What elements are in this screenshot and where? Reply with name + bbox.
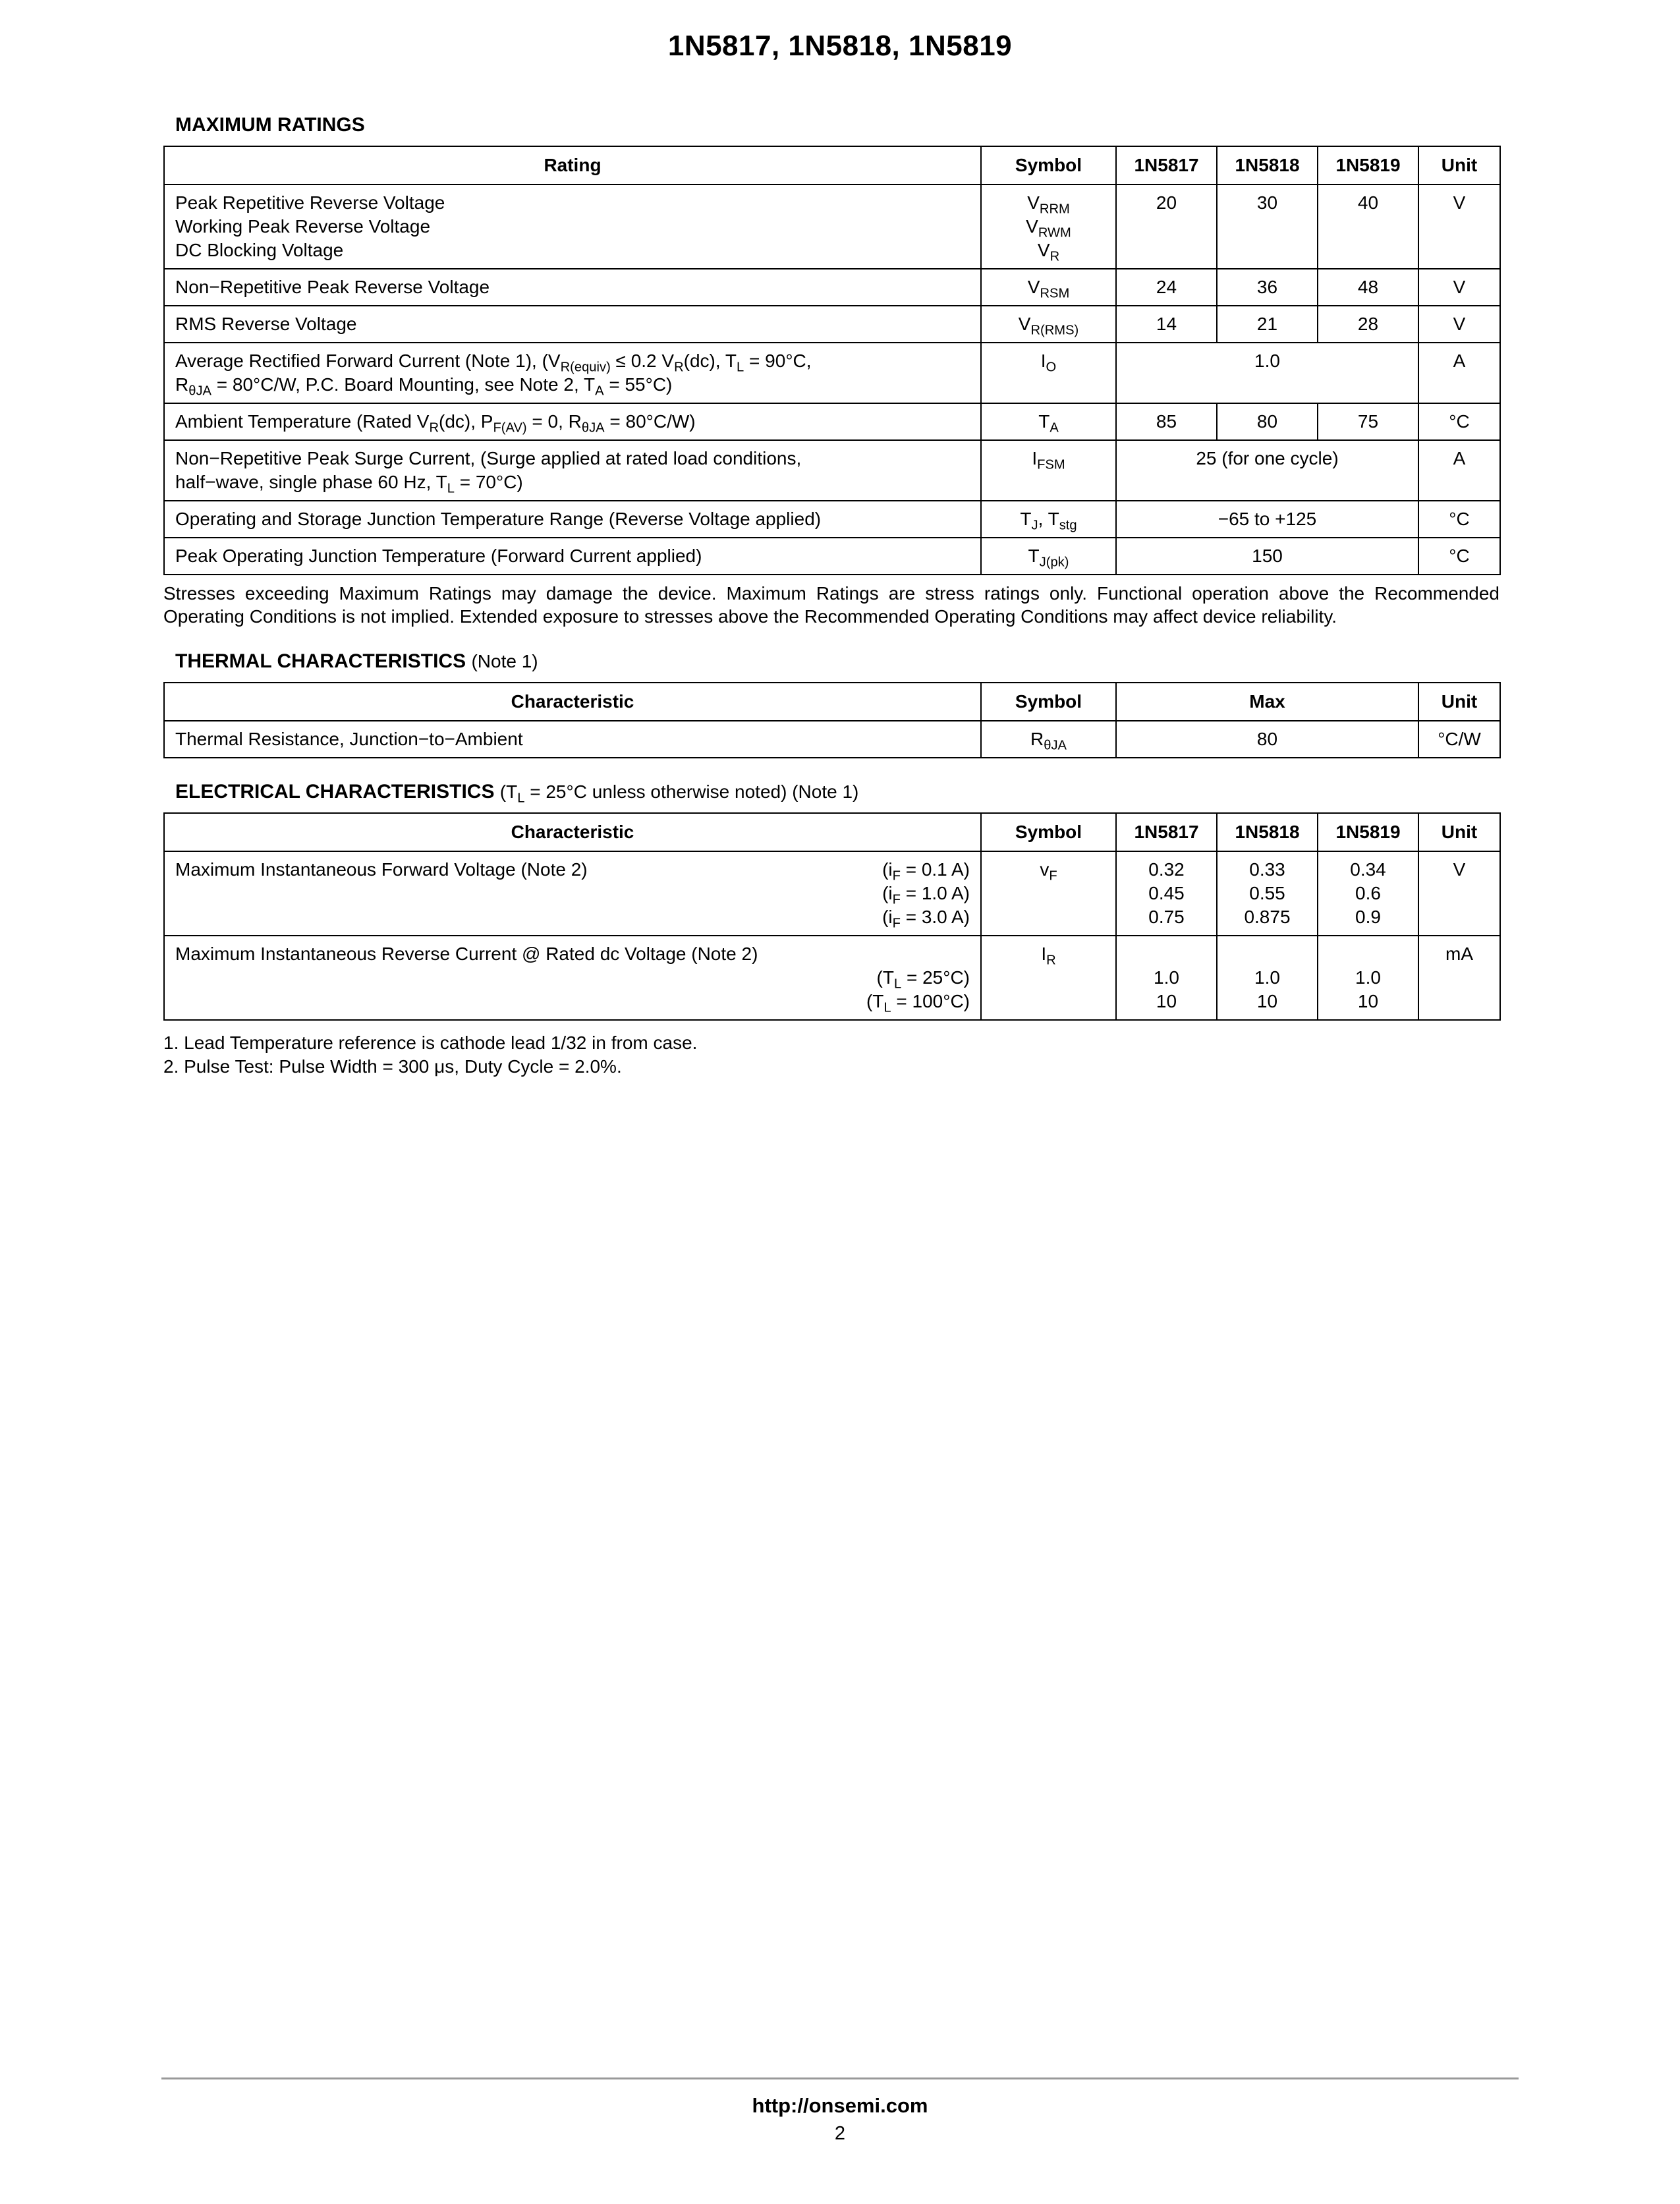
- column-header-characteristic: Characteristic: [164, 813, 981, 851]
- value-cell-span: 25 (for one cycle): [1116, 440, 1418, 501]
- column-header-1n5818: 1N5818: [1217, 146, 1318, 184]
- characteristic-text: Maximum Instantaneous Reverse Current @ Rated dc Voltage (Note 2): [175, 944, 758, 964]
- unit-cell: A: [1418, 343, 1500, 403]
- column-header-1n5819: 1N5819: [1318, 146, 1418, 184]
- page-content: [163, 114, 1499, 1079]
- section-heading-thermal: [175, 650, 1499, 673]
- section-heading-electrical: [175, 781, 1499, 806]
- section-heading-maximum-ratings: MAXIMUM RATINGS: [175, 114, 365, 136]
- symbol-cell: $T_A$: [981, 403, 1116, 440]
- column-header-max: Max: [1116, 683, 1418, 721]
- value-cell-1n5819: 0.34 0.6 0.9: [1318, 851, 1418, 936]
- unit-cell: °C: [1418, 501, 1500, 538]
- electrical-heading-note: ($T_L = 25^\circ C$ unless otherwise noted) (Note 1): [499, 781, 859, 806]
- page-footer: [161, 2077, 1519, 2145]
- rating-cell: Non−Repetitive Peak Surge Current, (Surge applied at rated load conditions, half−wave, single phase 60 Hz, $T_L = 70^\circ C$): [164, 440, 981, 501]
- value-cell-1n5818: 30: [1217, 184, 1318, 269]
- symbol-cell: $I_O$: [981, 343, 1116, 403]
- characteristic-cell: Thermal Resistance, Junction−to−Ambient: [164, 721, 981, 758]
- unit-cell: °C: [1418, 403, 1500, 440]
- table-row: [164, 343, 1500, 403]
- column-header-unit: Unit: [1418, 146, 1500, 184]
- value-cell-1n5817: 1.0 10: [1116, 936, 1217, 1020]
- unit-cell: V: [1418, 269, 1500, 306]
- value-cell-1n5818: 36: [1217, 269, 1318, 306]
- value-cell-1n5819: 1.0 10: [1318, 936, 1418, 1020]
- value-cell-span: 1.0: [1116, 343, 1418, 403]
- table-row: [164, 851, 1500, 936]
- electrical-heading-text: ELECTRICAL CHARACTERISTICS: [175, 781, 495, 803]
- value-cell-1n5817: 24: [1116, 269, 1217, 306]
- rating-cell: Non−Repetitive Peak Reverse Voltage: [164, 269, 981, 306]
- table-row: [164, 306, 1500, 343]
- column-header-1n5817: 1N5817: [1116, 146, 1217, 184]
- test-conditions: ($i_F = 0.1$ A) ($i_F = 1.0$ A) ($i_F = 3.0$ A): [882, 859, 970, 931]
- unit-cell: °C: [1418, 538, 1500, 575]
- rating-cell: Operating and Storage Junction Temperature Range (Reverse Voltage applied): [164, 501, 981, 538]
- value-cell-1n5819: 40: [1318, 184, 1418, 269]
- characteristic-cell: [164, 936, 981, 1020]
- table-row: [164, 184, 1500, 269]
- rating-cell: Peak Repetitive Reverse Voltage Working Peak Reverse Voltage DC Blocking Voltage: [164, 184, 981, 269]
- symbol-cell: $I_{FSM}$: [981, 440, 1116, 501]
- table-row: [164, 501, 1500, 538]
- max-ratings-table: [163, 146, 1501, 575]
- symbol-cell: $V_{RRM}$ $V_{RWM}$ $V_R$: [981, 184, 1116, 269]
- stress-note: Stresses exceeding Maximum Ratings may damage the device. Maximum Ratings are stress ratings only. Functional operation above the Recommended Operating Conditions is not implied. Extended exposure to stresses above the Recommended Operating Conditions may affect device reliability.: [163, 583, 1499, 627]
- value-cell-1n5817: 14: [1116, 306, 1217, 343]
- table-row: [164, 936, 1500, 1020]
- characteristic-text: Maximum Instantaneous Forward Voltage (Note 2): [175, 859, 588, 880]
- thermal-header-row: [164, 683, 1500, 721]
- page-title: 1N5817, 1N5818, 1N5819: [667, 30, 1013, 62]
- unit-cell: mA: [1418, 936, 1500, 1020]
- column-header-unit: Unit: [1418, 813, 1500, 851]
- column-header-rating: Rating: [164, 146, 981, 184]
- rating-cell: Ambient Temperature (Rated $V_R(dc)$, $P_{F(AV)} = 0$, $R_{\theta JA} = 80^\circ C/W$): [164, 403, 981, 440]
- thermal-heading-note: (Note 1): [471, 651, 538, 671]
- thermal-table: [163, 682, 1501, 758]
- column-header-unit: Unit: [1418, 683, 1500, 721]
- column-header-1n5817: 1N5817: [1116, 813, 1217, 851]
- value-cell-1n5818: 80: [1217, 403, 1318, 440]
- table-row: [164, 440, 1500, 501]
- value-cell-1n5819: 75: [1318, 403, 1418, 440]
- max-ratings-header-row: [164, 146, 1500, 184]
- unit-cell: V: [1418, 851, 1500, 936]
- symbol-cell: $v_F$: [981, 851, 1116, 936]
- column-header-symbol: Symbol: [981, 813, 1116, 851]
- table-row: [164, 721, 1500, 758]
- value-cell-1n5817: 85: [1116, 403, 1217, 440]
- symbol-cell: $T_J$, $T_{stg}$: [981, 501, 1116, 538]
- value-cell-1n5819: 48: [1318, 269, 1418, 306]
- footnote-2: 2. Pulse Test: Pulse Width = 300 μs, Duty Cycle = 2.0%.: [163, 1056, 622, 1077]
- symbol-cell: $V_{R(RMS)}$: [981, 306, 1116, 343]
- table-row: [164, 403, 1500, 440]
- footnote-1: 1. Lead Temperature reference is cathode lead 1/32 in from case.: [163, 1032, 698, 1053]
- unit-cell: °C/W: [1418, 721, 1500, 758]
- rating-cell: Average Rectified Forward Current (Note 1), ($V_{R(equiv)} \le 0.2$ $V_R(dc)$, $T_L = 90^\circ C$, $R_{\theta JA} = 80^\circ C/W$, P.C. Board Mounting, see Note 2, $T_A = 55^\circ C$): [164, 343, 981, 403]
- rating-cell: Peak Operating Junction Temperature (Forward Current applied): [164, 538, 981, 575]
- footer-url-link[interactable]: http://onsemi.com: [752, 2094, 928, 2117]
- value-cell-1n5817: 20: [1116, 184, 1217, 269]
- table-row: [164, 269, 1500, 306]
- unit-cell: V: [1418, 306, 1500, 343]
- value-cell-span: 150: [1116, 538, 1418, 575]
- unit-cell: V: [1418, 184, 1500, 269]
- column-header-symbol: Symbol: [981, 146, 1116, 184]
- symbol-cell: $V_{RSM}$: [981, 269, 1116, 306]
- table-row: [164, 538, 1500, 575]
- electrical-header-row: [164, 813, 1500, 851]
- value-cell-span: −65 to +125: [1116, 501, 1418, 538]
- footnotes: [163, 1031, 1499, 1079]
- max-cell: 80: [1116, 721, 1418, 758]
- value-cell-1n5818: 21: [1217, 306, 1318, 343]
- value-cell-1n5818: 0.33 0.55 0.875: [1217, 851, 1318, 936]
- test-conditions: $(T_L = 25^\circ C)$ $(T_L = 100^\circ C)$: [866, 967, 970, 1015]
- page-number: 2: [834, 2123, 846, 2144]
- column-header-1n5819: 1N5819: [1318, 813, 1418, 851]
- characteristic-cell: [164, 851, 981, 936]
- electrical-table: [163, 812, 1501, 1021]
- symbol-cell: $R_{\theta JA}$: [981, 721, 1116, 758]
- symbol-cell: $I_R$: [981, 936, 1116, 1020]
- rating-cell: RMS Reverse Voltage: [164, 306, 981, 343]
- footer-divider: [161, 2077, 1519, 2079]
- column-header-characteristic: Characteristic: [164, 683, 981, 721]
- column-header-symbol: Symbol: [981, 683, 1116, 721]
- unit-cell: A: [1418, 440, 1500, 501]
- value-cell-1n5817: 0.32 0.45 0.75: [1116, 851, 1217, 936]
- symbol-cell: $T_{J(pk)}$: [981, 538, 1116, 575]
- value-cell-1n5819: 28: [1318, 306, 1418, 343]
- thermal-heading-text: THERMAL CHARACTERISTICS: [175, 650, 466, 672]
- column-header-1n5818: 1N5818: [1217, 813, 1318, 851]
- value-cell-1n5818: 1.0 10: [1217, 936, 1318, 1020]
